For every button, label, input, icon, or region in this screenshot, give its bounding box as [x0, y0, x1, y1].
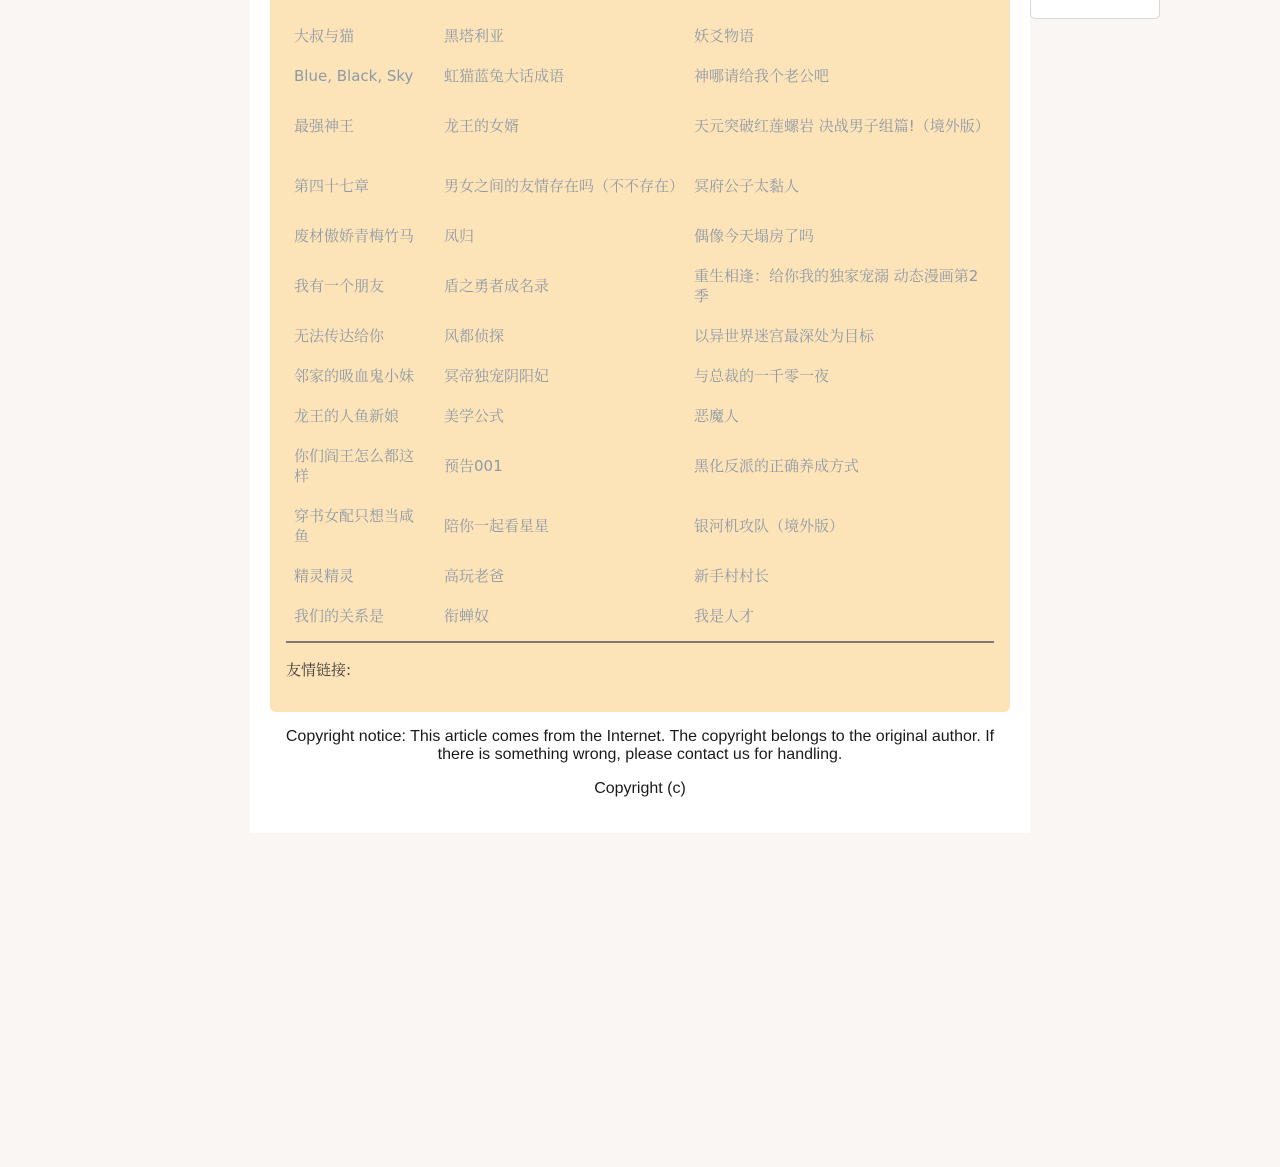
title-link[interactable]: 黑化反派的正确养成方式 [694, 457, 860, 475]
link-cell [286, 356, 436, 396]
title-link[interactable]: 衔蝉奴 [444, 607, 490, 625]
title-link[interactable]: 龙王的人鱼新娘 [294, 407, 400, 425]
title-link[interactable]: 废材傲娇青梅竹马 [294, 227, 415, 245]
link-cell [436, 56, 686, 96]
friend-links-label: 友情链接: [286, 661, 352, 679]
link-cell [686, 596, 994, 636]
link-cell [286, 596, 436, 636]
title-link[interactable]: 与总裁的一千零一夜 [694, 367, 830, 385]
title-link[interactable]: 天元突破红莲螺岩 决战男子组篇!（境外版） [694, 117, 990, 135]
link-row [286, 216, 994, 256]
title-link[interactable]: 陪你一起看星星 [444, 517, 550, 535]
title-link[interactable]: 我是人才 [694, 607, 755, 625]
link-cell [286, 556, 436, 596]
link-cell [686, 356, 994, 396]
link-cell [686, 256, 994, 316]
title-link[interactable]: 男女之间的友情存在吗（不不存在） [444, 177, 685, 195]
link-cell [686, 436, 994, 496]
link-cell [436, 356, 686, 396]
title-link[interactable]: Blue, Black, Sky [294, 67, 414, 85]
link-row [286, 356, 994, 396]
link-row [286, 316, 994, 356]
link-cell [286, 16, 436, 56]
title-link[interactable]: 冥府公子太黏人 [694, 177, 800, 195]
link-row [286, 156, 994, 216]
title-link[interactable]: 盾之勇者成名录 [444, 277, 550, 295]
link-cell [286, 256, 436, 316]
related-links-table [286, 16, 994, 636]
link-cell [436, 496, 686, 556]
link-cell [436, 96, 686, 156]
title-link[interactable]: 高玩老爸 [444, 567, 505, 585]
link-cell [436, 396, 686, 436]
link-cell [686, 316, 994, 356]
title-link[interactable]: 我们的关系是 [294, 607, 385, 625]
title-link[interactable]: 邻家的吸血鬼小妹 [294, 367, 415, 385]
title-link[interactable]: 重生相逢：给你我的独家宠溺 动态漫画第2季 [694, 267, 979, 305]
link-cell [436, 556, 686, 596]
link-cell [686, 96, 994, 156]
link-cell [686, 16, 994, 56]
title-link[interactable]: 预告001 [444, 457, 503, 475]
title-link[interactable]: 妖爻物语 [694, 27, 755, 45]
link-cell [686, 56, 994, 96]
title-link[interactable]: 最强神王 [294, 117, 355, 135]
title-link[interactable]: 我有一个朋友 [294, 277, 385, 295]
link-cell [286, 496, 436, 556]
link-cell [436, 316, 686, 356]
related-links-panel [270, 0, 1010, 712]
link-cell [686, 156, 994, 216]
divider [286, 641, 994, 643]
title-link[interactable]: 第四十七章 [294, 177, 370, 195]
link-cell [286, 156, 436, 216]
title-link[interactable]: 偶像今天塌房了吗 [694, 227, 815, 245]
title-link[interactable]: 风都侦探 [444, 327, 505, 345]
link-cell [686, 216, 994, 256]
link-cell [686, 396, 994, 436]
link-cell [286, 316, 436, 356]
title-link[interactable]: 新手村村长 [694, 567, 770, 585]
page-container [250, 0, 1030, 833]
link-cell [436, 596, 686, 636]
link-row [286, 396, 994, 436]
link-row [286, 436, 994, 496]
sidebar-box [1030, 0, 1160, 19]
link-row [286, 256, 994, 316]
title-link[interactable]: 冥帝独宠阴阳妃 [444, 367, 550, 385]
title-link[interactable]: 穿书女配只想当咸鱼 [294, 507, 415, 545]
link-row [286, 96, 994, 156]
title-link[interactable]: 银河机攻队（境外版） [694, 517, 845, 535]
link-cell [286, 56, 436, 96]
related-links-body [286, 16, 994, 636]
title-link[interactable]: 恶魔人 [694, 407, 740, 425]
link-row [286, 496, 994, 556]
link-row [286, 56, 994, 96]
link-cell [286, 396, 436, 436]
title-link[interactable]: 虹猫蓝兔大话成语 [444, 67, 565, 85]
link-cell [436, 216, 686, 256]
link-cell [286, 216, 436, 256]
link-row [286, 556, 994, 596]
title-link[interactable]: 大叔与猫 [294, 27, 355, 45]
copyright-notice: Copyright notice: This article comes from the Internet. The copyright belongs to the original author. If there is something wrong, please contact us for handling. [285, 728, 995, 763]
title-link[interactable]: 黑塔利亚 [444, 27, 505, 45]
link-cell [436, 16, 686, 56]
link-cell [436, 256, 686, 316]
link-cell [686, 496, 994, 556]
title-link[interactable]: 神哪请给我个老公吧 [694, 67, 830, 85]
title-link[interactable]: 你们阎王怎么都这样 [294, 447, 415, 485]
title-link[interactable]: 龙王的女婿 [444, 117, 520, 135]
title-link[interactable]: 精灵精灵 [294, 567, 355, 585]
title-link[interactable]: 以异世界迷宫最深处为目标 [694, 327, 875, 345]
copyright-line: Copyright (c) [594, 780, 686, 797]
link-cell [686, 556, 994, 596]
link-row [286, 596, 994, 636]
title-link[interactable]: 无法传达给你 [294, 327, 385, 345]
link-cell [436, 436, 686, 496]
link-cell [436, 156, 686, 216]
link-cell [286, 96, 436, 156]
link-cell [286, 436, 436, 496]
title-link[interactable]: 凤归 [444, 227, 475, 245]
title-link[interactable]: 美学公式 [444, 407, 505, 425]
link-row [286, 16, 994, 56]
